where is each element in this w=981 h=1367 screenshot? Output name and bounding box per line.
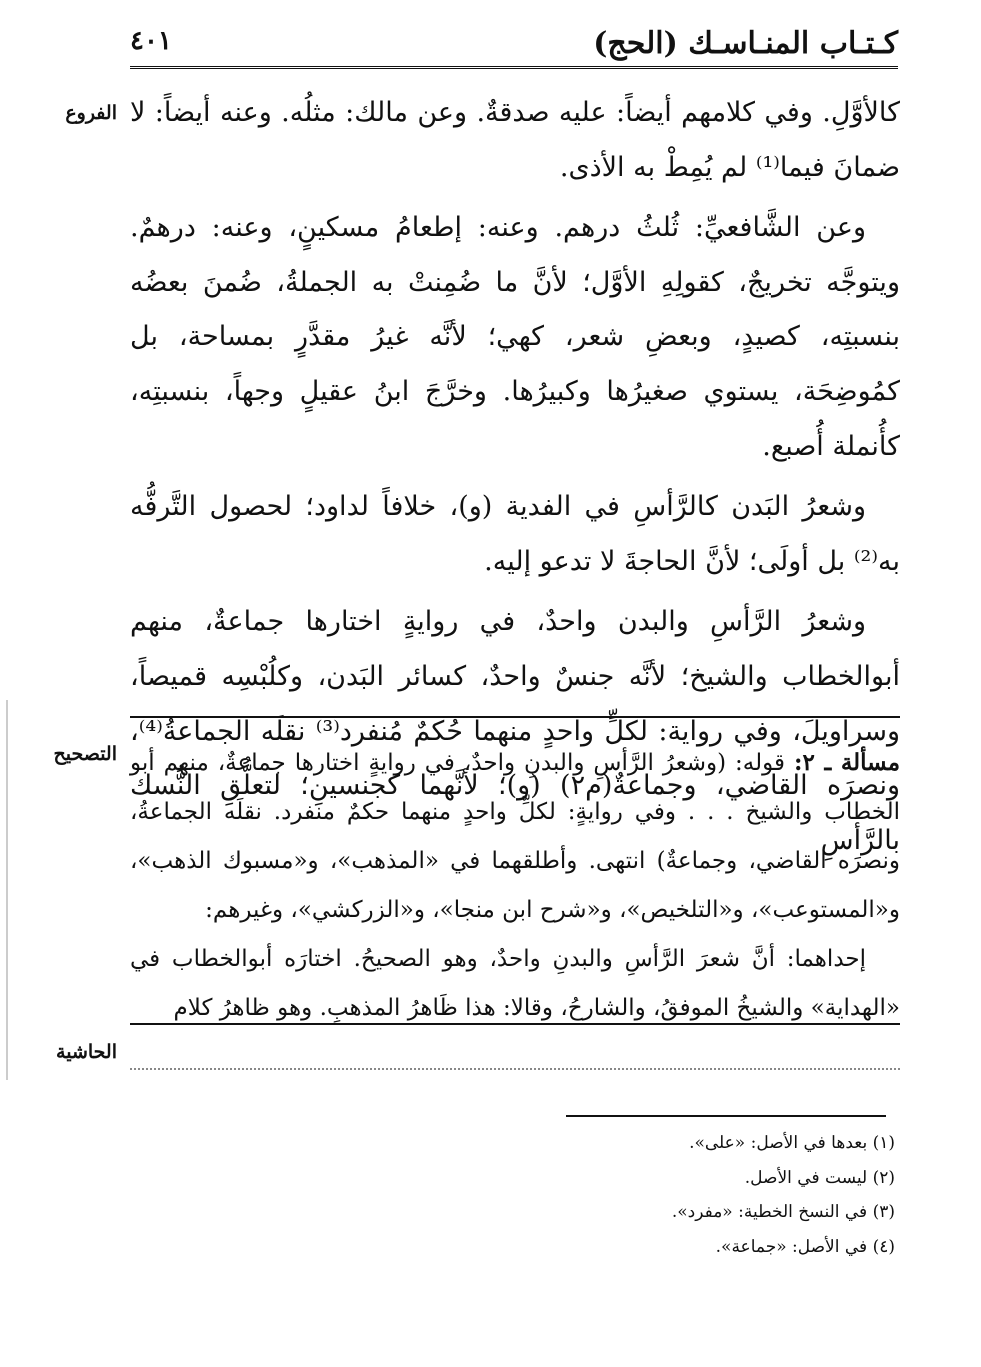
side-label-tashih: التصحيح (53, 743, 117, 765)
masala-label: مسألة ـ ٢: (793, 749, 901, 776)
page-number: ٤٠١ (130, 26, 172, 56)
main-paragraph: وشعرُ البَدن كالرَّأسِ في الفدية (و)، خلافاً لداود؛ لحصول التَّرفُّه به⁽²⁾ بل أولَى؛ لأنَّ الحاجةَ لا تدعو إليه. (130, 491, 900, 577)
section-divider (130, 1023, 900, 1025)
running-title: كـتـاب المنـاسـك (الحج) (593, 26, 898, 61)
header-rule (130, 66, 898, 69)
main-paragraph: وشعرُ الرَّأسِ والبدن واحدٌ، في روايةٍ اختارها جماعةٌ، منهم أبوالخطاب والشيخ؛ لأنَّه جنسٌ واحدٌ، كسائر البَدن، وكلُبْسِه قميصاً، وسراويلَ، وفي رواية: لكلٍّ واحدٍ منهما حُكمٌ مُنفرد⁽³⁾ نقلَه الجماعةُ⁽⁴⁾، ونصرَه القاضي، وجماعةٌ(م٢) (و)؛ لأنَّهما كجنسينِ؛ لتعلُّقِ النُّسك بالرَّأسِ (130, 606, 900, 856)
section-divider (130, 716, 900, 718)
main-paragraph: وعن الشَّافعيِّ: ثُلثُ درهم. وعنه: إطعامُ مسكينٍ، وعنه: درهمٌ. ويتوجَّه تخريجٌ، كقولِهِ الأوَّل؛ لأنَّ ما ضُمِنتْ به الجملةُ، ضُمنَ بعضُه بنسبتِه، كصيدٍ، وبعضِ شعر، كهي؛ لأنَّه غيرُ مقدَّرٍ بمساحة، بل كمُوضِحَة، يستوي صغيرُها وكبيرُها. وخرَّجَ ابنُ عقيلٍ وجهاً، بنسبتِه، كأُنملة أُصبع. (130, 212, 900, 462)
tashih-paragraph (130, 738, 900, 935)
tashih-section (130, 738, 900, 1033)
footnote-rule (566, 1115, 886, 1117)
page-header (130, 22, 898, 64)
tashih-text: قوله: (وشعرُ الرَّأسِ والبدنِ واحدٌ، في روايةٍ اختارها جماعةٌ، منهم أبو الخطاب والشيخ . . . وفي روايةٍ: لكلِّ واحدٍ منهما حكمٌ منفرد. نقلَه الجماعةُ، ونصرَه القاضي، وجماعةٌ) انتهى. وأطلقهما في «المذهب»، و«مسبوك الذهب»، و«المستوعب»، و«التلخيص»، و«شرح ابن منجا»، و«الزركشي»، وغيرهم: (130, 750, 900, 923)
footnote: (٢) ليست في الأصل. (744, 1167, 895, 1188)
footnote: (٤) في الأصل: «جماعة». (715, 1236, 895, 1257)
scan-edge-mark (6, 700, 8, 1080)
tashih-paragraph: إحداهما: أنَّ شعرَ الرَّأسِ والبدنِ واحدٌ، وهو الصحيحُ. اختارَه أبوالخطاب في «الهداية» والشيخُ الموفقُ، والشارحُ، وقالا: هذا ظَاهرُ المذهبِ. وهو ظاهرُ كلام (130, 946, 900, 1021)
main-paragraph: كالأوَّلِ. وفي كلامهم أيضاً: عليه صدقةٌ. وعن مالك: مثلُه. وعنه أيضاً: لا ضمانَ فيما⁽¹⁾ لم يُمِطْ به الأذى. (130, 97, 900, 183)
hashiya-dotted-line (130, 1068, 900, 1070)
side-label-hashiya: الحاشية (56, 1041, 117, 1063)
footnotes (400, 1126, 895, 1264)
footnote: (١) بعدها في الأصل: «على». (689, 1133, 895, 1153)
side-label-furu: الفروع (65, 102, 117, 124)
footnote: (٣) في النسخ الخطية: «مفرد». (671, 1202, 895, 1222)
